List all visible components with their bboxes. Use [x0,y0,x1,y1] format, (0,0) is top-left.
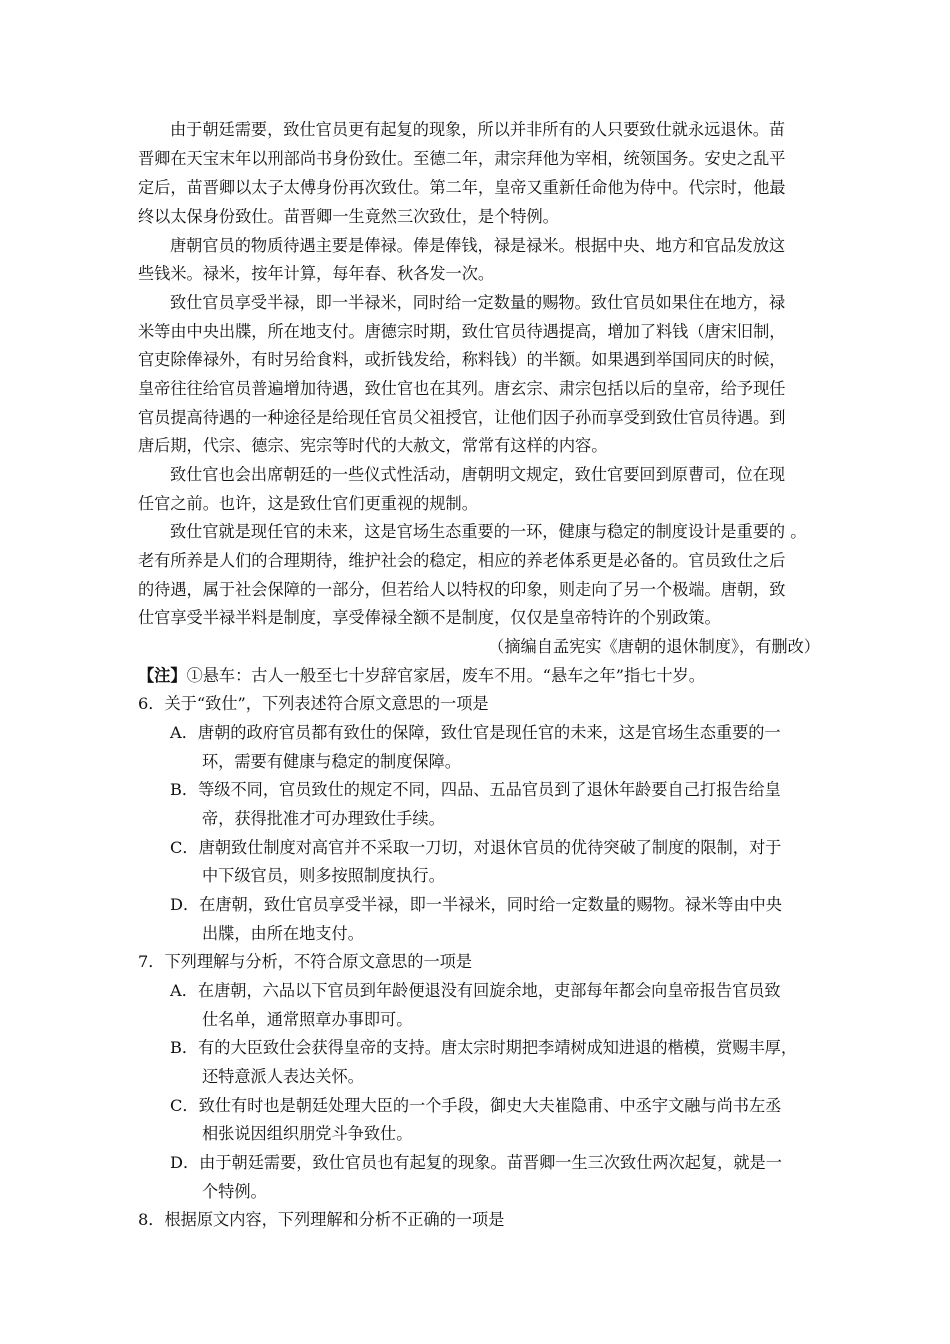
passage-line: 仕官享受半禄半料是制度，享受俸禄全额不是制度，仅仅是皇帝特许的个别政策。 [138,608,721,627]
option-b-continued: 还特意派人表达关怀。 [202,1067,364,1086]
passage-line: 致仕官员享受半禄，即一半禄米，同时给一定数量的赐物。致仕官员如果住在地方，禄 [170,293,786,312]
passage-line: 唐朝官员的物质待遇主要是俸禄。俸是俸钱，禄是禄米。根据中央、地方和官品发放这 [170,236,786,255]
passage-line: 官员提高待遇的一种途径是给现任官员父祖授官，让他们因子孙而享受到致仕官员待遇。到 [138,408,786,427]
passage-line: 晋卿在天宝末年以刑部尚书身份致仕。至德二年，肃宗拜他为宰相，统领国务。安史之乱平 [138,149,786,168]
option-d-continued: 出牒，由所在地支付。 [202,924,364,943]
passage-line: 些钱米。禄米，按年计算，每年春、秋各发一次。 [138,264,495,283]
option-a-continued: 仕名单，通常照章办事即可。 [202,1010,413,1029]
option-b: B．等级不同，官员致仕的规定不同，四品、五品官员到了退休年龄要自己打报告给皇 [170,780,781,799]
question-stem: 7．下列理解与分析，不符合原文意思的一项是 [138,952,473,971]
passage-line: 米等由中央出牒，所在地支付。唐德宗时期，致仕官员待遇提高，增加了料钱（唐宋旧制， [138,322,786,341]
option-c-continued: 相张说因组织朋党斗争致仕。 [202,1124,413,1143]
note-text: ①悬车：古人一般至七十岁辞官家居，废车不用。“悬车之年”指七十岁。 [186,666,705,685]
option-c: C．唐朝致仕制度对高官并不采取一刀切，对退休官员的优待突破了制度的限制，对于 [170,838,782,857]
passage-source: （摘编自孟宪实《唐朝的退休制度》，有删改） [488,637,820,656]
passage-line: 定后，苗晋卿以太子太傅身份再次致仕。第二年，皇帝又重新任命他为侍中。代宗时，他最 [138,178,786,197]
option-b-continued: 帝，获得批准才可办理致仕手续。 [202,809,445,828]
question-stem: 6．关于“致仕”，下列表述符合原文意思的一项是 [138,694,489,713]
option-c: C．致仕有时也是朝廷处理大臣的一个手段，御史大夫崔隐甫、中丞宇文融与尚书左丞 [170,1096,782,1115]
option-a: A．在唐朝，六品以下官员到年龄便退没有回旋余地，吏部每年都会向皇帝报告官员致 [170,981,781,1000]
passage-line: 官吏除俸禄外，有时另给食料，或折钱发给，称料钱）的半额。如果遇到举国同庆的时候， [138,350,786,369]
option-c-continued: 中下级官员，则多按照制度执行。 [202,866,445,885]
option-a: A．唐朝的政府官员都有致仕的保障，致仕官是现任官的未来，这是官场生态重要的一 [170,723,781,742]
passage-line: 的待遇，属于社会保障的一部分，但若给人以特权的印象，则走向了另一个极端。唐朝，致 [138,580,786,599]
passage-line: 终以太保身份致仕。苗晋卿一生竟然三次致仕，是个特例。 [138,207,559,226]
option-d: D．在唐朝，致仕官员享受半禄，即一半禄米，同时给一定数量的赐物。禄米等由中央 [170,895,782,914]
passage-line: 由于朝廷需要，致仕官员更有起复的现象，所以并非所有的人只要致仕就永远退休。苗 [170,120,786,139]
passage-line: 致仕官也会出席朝廷的一些仪式性活动，唐朝明文规定，致仕官要回到原曹司，位在现 [170,465,786,484]
option-d-continued: 个特例。 [202,1182,267,1201]
passage-line: 唐后期，代宗、德宗、宪宗等时代的大赦文，常常有这样的内容。 [138,436,608,455]
note-marker: 【注】 [138,666,187,685]
annotation-note [138,662,705,690]
option-a-continued: 环，需要有健康与稳定的制度保障。 [202,752,461,771]
passage-line: 老有所养是人们的合理期待，维护社会的稳定，相应的养老体系更是必备的。官员致仕之后 [138,551,786,570]
option-d: D．由于朝廷需要，致仕官员也有起复的现象。苗晋卿一生三次致仕两次起复，就是一 [170,1153,782,1172]
passage-line: 致仕官就是现任官的未来，这是官场生态重要的一环，健康与稳定的制度设计是重要的 。 [170,522,807,541]
passage-line: 皇帝往往给官员普遍增加待遇，致仕官也在其列。唐玄宗、肃宗包括以后的皇帝，给予现任 [138,379,786,398]
option-b: B．有的大臣致仕会获得皇帝的支持。唐太宗时期把李靖树成知进退的楷模，赏赐丰厚， [170,1038,798,1057]
question-stem: 8．根据原文内容，下列理解和分析不正确的一项是 [138,1210,505,1229]
passage-line: 任官之前。也许，这是致仕官们更重视的规制。 [138,494,478,513]
